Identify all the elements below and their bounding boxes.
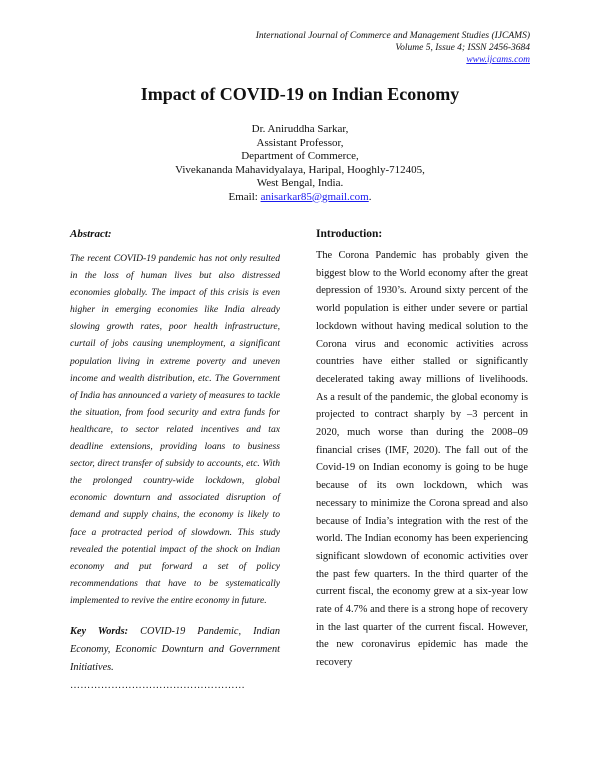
email-label: Email: — [228, 190, 258, 203]
abstract-heading: Abstract: — [70, 228, 112, 240]
separator-dots: …………………………………………… — [70, 679, 246, 691]
right-column — [316, 228, 528, 672]
introduction-text: The Corona Pandemic has probably given the biggest blow to the World economy after the great depression of 1930’s. Around sixty percent of the world population is either under severe or partial lockdown without having medical solution to the Corona virus and economic activities across countries have either stalled or significantly decelerated taking away millions of livelihoods. As a result of the pandemic, the global economy is projected to contract sharply by –3 percent in 2020, much worse than during the 2008–09 financial crises (IMF, 2020). The fall out of the Covid-19 on Indian economy is going to be huge because of its own lockdown, which was necessary to minimize the Corona spread and also because of India’s integration with the rest of the world. The Indian economy has been experiencing significant slowdown of economic activities over the past few quarters. In the third quarter of the current fiscal, the economy grew at a six-year low rate of 4.7% and there is a strong hope of recovery in the last quarter of the current fiscal. However, the new coronavirus epidemic has made the recovery — [316, 250, 528, 669]
journal-name: International Journal of Commerce and Management Studies (IJCAMS) — [255, 31, 530, 41]
abstract-text: The recent COVID-19 pandemic has not only resulted in the loss of human lives but also distressed economies globally. The impact of this crisis is even higher in emerging economies like India already slowing growth rates, poor health infrastructure, curtail of jobs causing unemployment, a significant population living in extreme poverty and uneven income and wealth distribution, etc. The Government of India has announced a variety of measures to tackle the situation, from food security and extra funds for healthcare, to sector related incentives and tax deadline extensions, providing loans to business sector, direct transfer of subsidy to accounts, etc. With the prolonged country-wide lockdown, global economic downturn and associated disruption of demand and supply chains, the economy is likely to face a protracted period of slowdown. This study revealed the potential impact of the shock on Indian economy and put forward a set of policy recommendations that have to be systematically implemented to revive the entire economy in future. — [70, 253, 280, 606]
journal-website-link[interactable]: www.ijcams.com — [466, 55, 530, 65]
author-college: Vivekananda Mahavidyalaya, Haripal, Hooghly-712405, — [175, 163, 425, 176]
author-email-link[interactable]: anisarkar85@gmail.com — [260, 190, 369, 203]
email-suffix: . — [368, 190, 372, 203]
keywords-label: Key Words: — [70, 625, 129, 637]
left-column — [70, 228, 280, 691]
keywords — [70, 623, 280, 677]
author-name: Dr. Aniruddha Sarkar, — [251, 123, 349, 135]
author-email-line — [0, 191, 600, 205]
author-block — [0, 123, 600, 204]
introduction-heading: Introduction: — [316, 228, 383, 240]
author-state: West Bengal, India. — [256, 177, 344, 189]
keywords-text: COVID-19 Pandemic, Indian Economy, Economic Downturn and Government Initiatives. — [70, 625, 280, 673]
journal-volume: Volume 5, Issue 4; ISSN 2456-3684 — [395, 43, 530, 53]
paper-title: Impact of COVID-19 on Indian Economy — [140, 84, 460, 104]
author-department: Department of Commerce, — [241, 150, 359, 162]
author-position: Assistant Professor, — [256, 136, 344, 149]
journal-header — [256, 30, 530, 66]
